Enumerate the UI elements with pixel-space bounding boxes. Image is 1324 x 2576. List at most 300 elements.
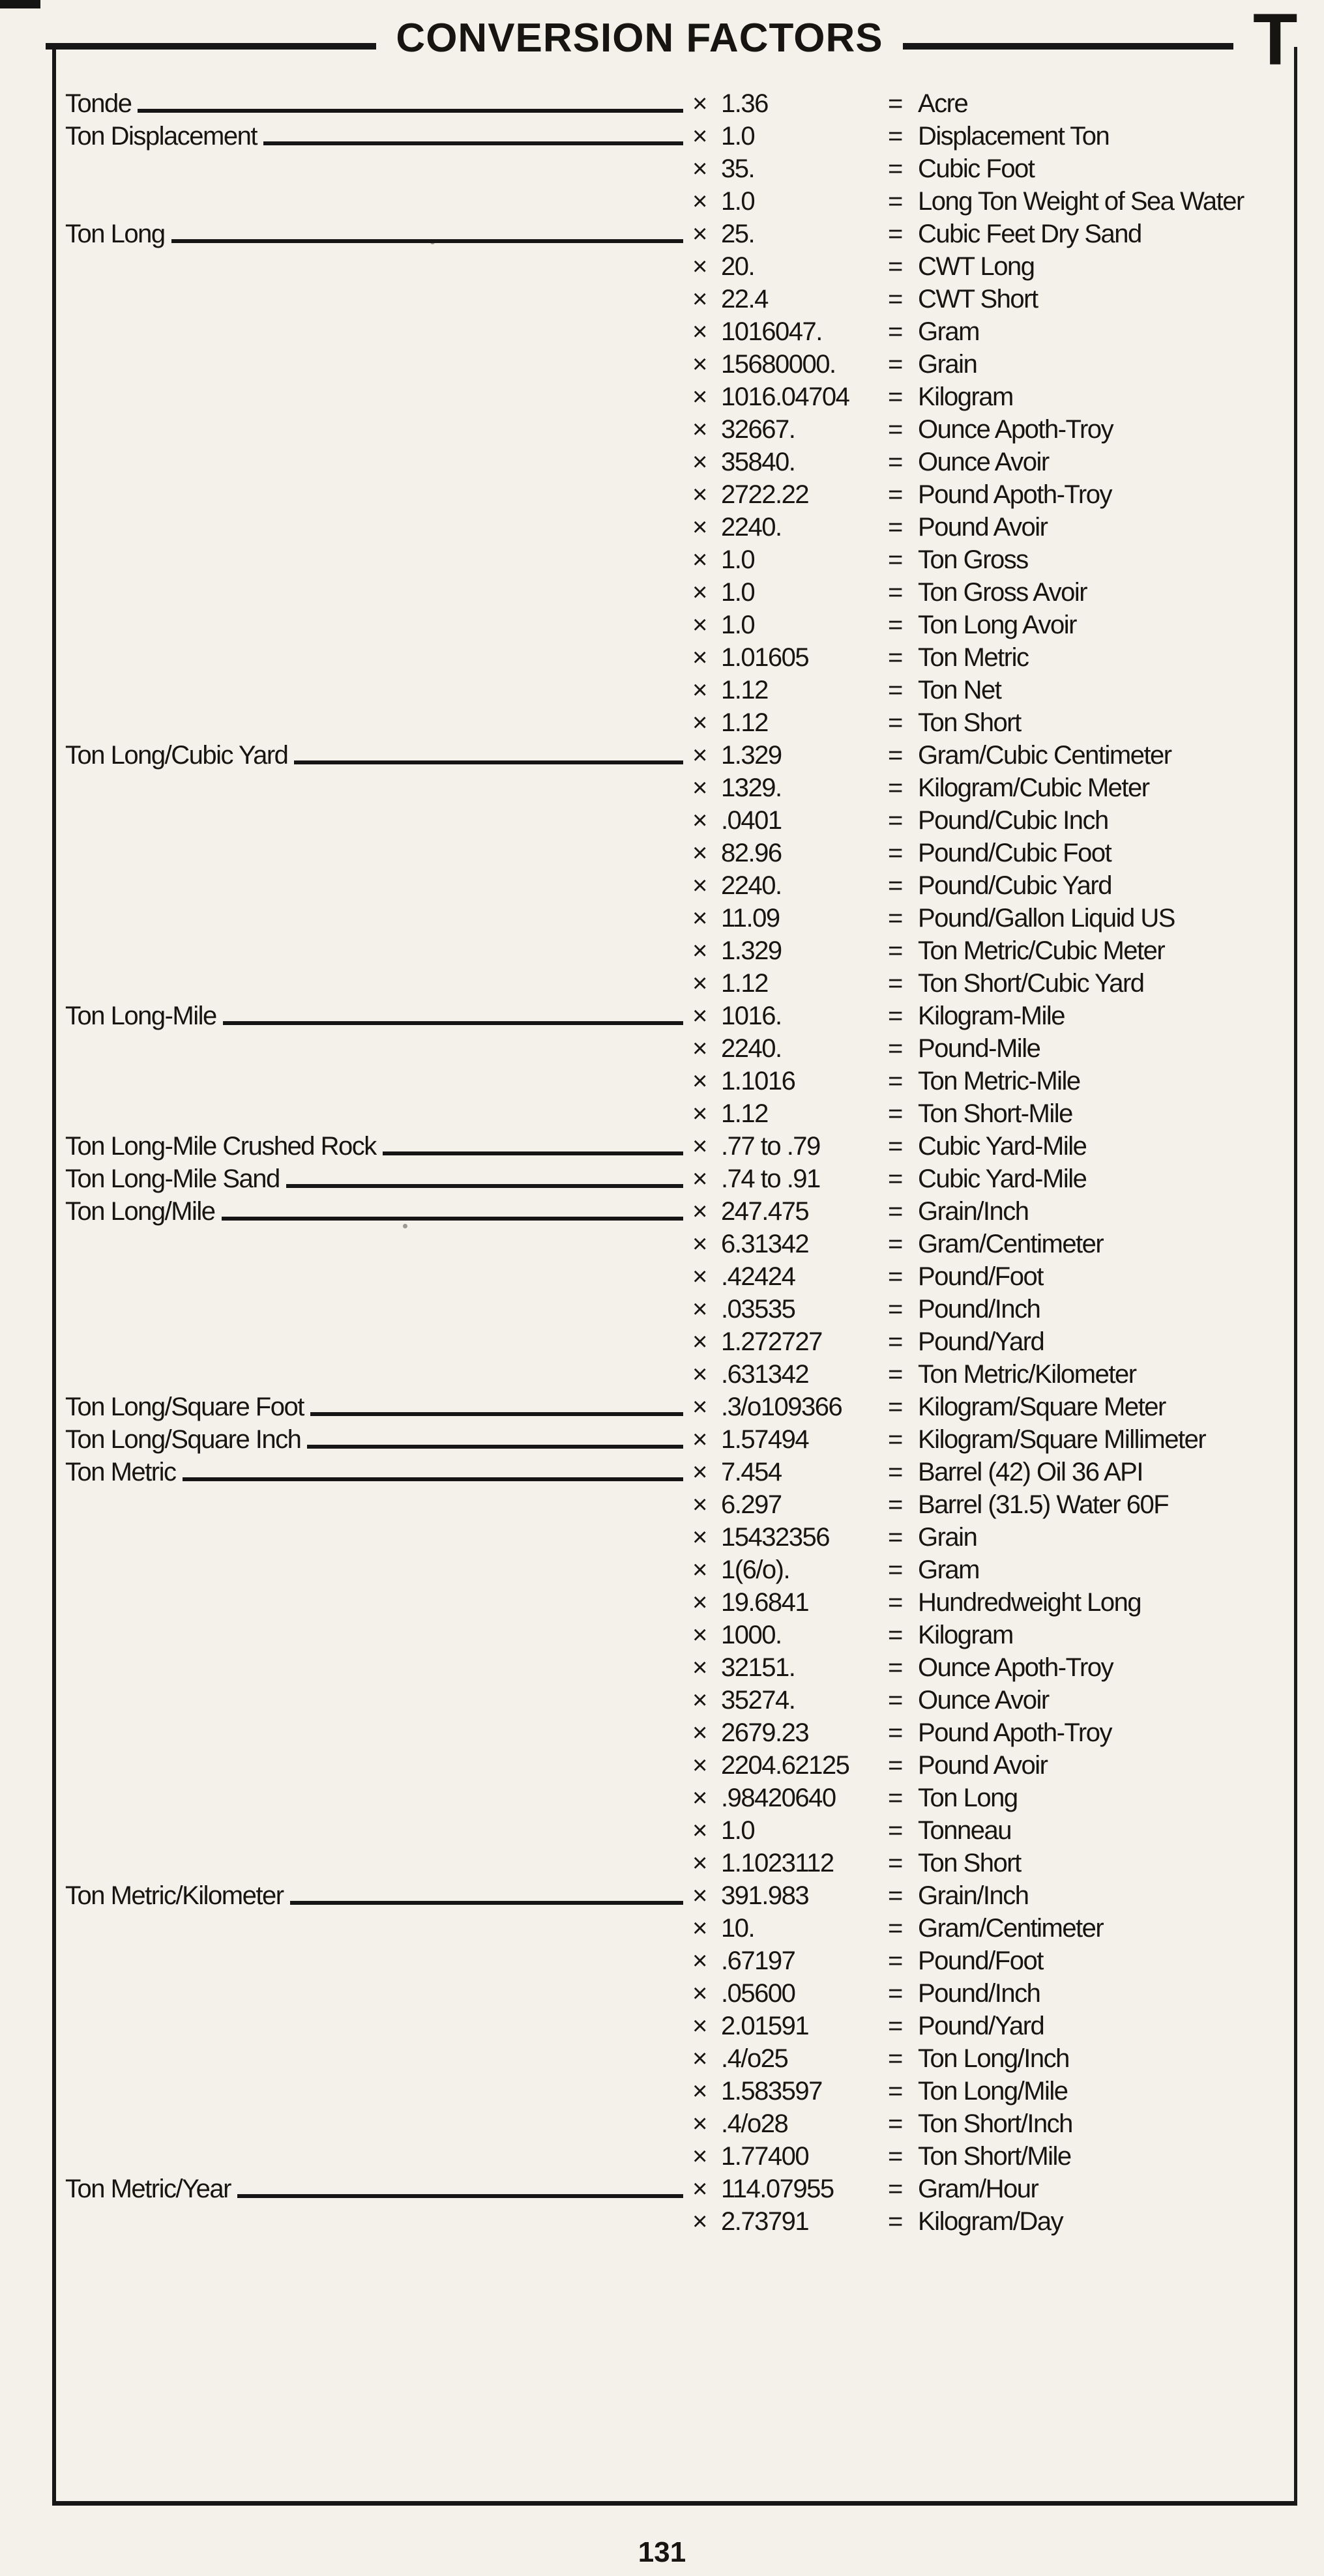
conversion-row <box>65 511 1294 543</box>
result-cell <box>888 384 1294 413</box>
multiply-symbol: × <box>692 2142 707 2171</box>
factor-cell <box>692 742 888 772</box>
conversion-row <box>65 1293 1294 1325</box>
factor-cell <box>692 807 888 837</box>
factor-value: 2679.23 <box>721 1718 809 1747</box>
equals-symbol: = <box>888 1295 902 1324</box>
conversion-row <box>65 1912 1294 1945</box>
conversion-row <box>65 1130 1294 1163</box>
result-cell <box>888 1850 1294 1879</box>
factor-value: 1(6/o). <box>721 1556 790 1584</box>
factor-value: 1.12 <box>721 676 768 704</box>
equals-symbol: = <box>888 839 902 867</box>
result-cell <box>888 482 1294 511</box>
conversion-row <box>65 1619 1294 1651</box>
equals-symbol: = <box>888 1849 902 1877</box>
conversion-row <box>65 446 1294 478</box>
conversion-row <box>65 1358 1294 1391</box>
equals-symbol: = <box>888 774 902 802</box>
factor-cell <box>692 514 888 543</box>
multiply-symbol: × <box>692 448 707 476</box>
equals-symbol: = <box>888 708 902 737</box>
result-unit: CWT Long <box>918 252 1035 281</box>
factor-cell <box>692 1557 888 1586</box>
equals-symbol: = <box>888 1523 902 1552</box>
result-cell <box>888 547 1294 576</box>
factor-value: 1016047. <box>721 317 822 346</box>
conversion-row <box>65 1163 1294 1195</box>
result-cell <box>888 351 1294 381</box>
multiply-symbol: × <box>692 643 707 672</box>
result-cell <box>888 1394 1294 1423</box>
result-cell <box>888 123 1294 152</box>
result-cell <box>888 1198 1294 1228</box>
unit-label-area <box>65 1003 692 1032</box>
unit-label: Ton Metric <box>65 1459 176 1486</box>
factor-value: 1.0 <box>721 545 755 574</box>
multiply-symbol: × <box>692 2109 707 2138</box>
multiply-symbol: × <box>692 1914 707 1943</box>
factor-cell <box>692 775 888 804</box>
factor-cell <box>692 873 888 902</box>
factor-value: 1016. <box>721 1002 782 1030</box>
result-cell <box>888 1459 1294 1488</box>
factor-value: 1.12 <box>721 708 768 737</box>
result-cell <box>888 2046 1294 2075</box>
factor-cell <box>692 1524 888 1554</box>
result-unit: Gram <box>918 1556 979 1584</box>
unit-label-area <box>65 123 692 152</box>
factor-cell <box>692 1915 888 1945</box>
equals-symbol: = <box>888 415 902 444</box>
unit-label: Ton Long-Mile <box>65 1003 216 1030</box>
factor-cell <box>692 1101 888 1130</box>
factor-value: 1.1023112 <box>721 1849 834 1877</box>
result-unit: Barrel (31.5) Water 60F <box>918 1490 1169 1519</box>
factor-cell <box>692 1329 888 1358</box>
result-cell <box>888 1589 1294 1619</box>
factor-cell <box>692 840 888 869</box>
factor-cell <box>692 2013 888 2042</box>
result-unit: Ton Short/Inch <box>918 2109 1072 2138</box>
multiply-symbol: × <box>692 1751 707 1780</box>
factor-cell <box>692 1264 888 1293</box>
result-cell <box>888 1622 1294 1651</box>
conversion-row <box>65 185 1294 218</box>
factor-value: 19.6841 <box>721 1588 809 1617</box>
factor-value: .77 to .79 <box>721 1132 820 1161</box>
leader-line <box>310 1412 683 1416</box>
unit-label: Ton Long/Square Inch <box>65 1426 301 1454</box>
multiply-symbol: × <box>692 2077 707 2106</box>
section-tab-letter: T <box>1253 0 1297 80</box>
factor-value: .03535 <box>721 1295 795 1324</box>
multiply-symbol: × <box>692 936 707 965</box>
factor-value: .0401 <box>721 806 782 835</box>
factor-value: .4/o25 <box>721 2044 788 2073</box>
conversion-row <box>65 1488 1294 1521</box>
equals-symbol: = <box>888 1197 902 1226</box>
multiply-symbol: × <box>692 1523 707 1552</box>
conversion-row <box>65 1456 1294 1488</box>
conversion-row <box>65 1847 1294 1879</box>
result-cell <box>888 1035 1294 1065</box>
multiply-symbol: × <box>692 1588 707 1617</box>
multiply-symbol: × <box>692 871 707 900</box>
multiply-symbol: × <box>692 1360 707 1389</box>
multiply-symbol: × <box>692 1784 707 1812</box>
result-unit: Ton Metric/Kilometer <box>918 1360 1136 1389</box>
result-unit: Grain/Inch <box>918 1881 1029 1910</box>
result-cell <box>888 188 1294 218</box>
factor-value: 1.12 <box>721 1099 768 1128</box>
result-unit: Cubic Feet Dry Sand <box>918 220 1141 248</box>
conversion-row <box>65 1195 1294 1228</box>
factor-value: 1.272727 <box>721 1327 822 1356</box>
result-cell <box>888 612 1294 641</box>
equals-symbol: = <box>888 383 902 411</box>
multiply-symbol: × <box>692 1686 707 1715</box>
factor-cell <box>692 1850 888 1879</box>
equals-symbol: = <box>888 1946 902 1975</box>
result-cell <box>888 1817 1294 1847</box>
conversion-row <box>65 1260 1294 1293</box>
conversion-row <box>65 739 1294 772</box>
multiply-symbol: × <box>692 154 707 183</box>
factor-value: 20. <box>721 252 755 281</box>
equals-symbol: = <box>888 806 902 835</box>
multiply-symbol: × <box>692 1490 707 1519</box>
conversion-table-frame <box>52 47 1297 2506</box>
factor-cell <box>692 1817 888 1847</box>
equals-symbol: = <box>888 936 902 965</box>
multiply-symbol: × <box>692 904 707 933</box>
equals-symbol: = <box>888 1816 902 1845</box>
equals-symbol: = <box>888 252 902 281</box>
factor-cell <box>692 1785 888 1814</box>
equals-symbol: = <box>888 1458 902 1486</box>
result-unit: Ton Long/Mile <box>918 2077 1068 2106</box>
result-cell <box>888 156 1294 185</box>
factor-cell <box>692 1492 888 1521</box>
factor-value: 1.0 <box>721 611 755 639</box>
conversion-row <box>65 2010 1294 2042</box>
conversion-row <box>65 1097 1294 1130</box>
result-unit: Cubic Foot <box>918 154 1035 183</box>
multiply-symbol: × <box>692 1849 707 1877</box>
factor-cell <box>692 1198 888 1228</box>
factor-value: 1329. <box>721 774 782 802</box>
result-unit: Pound Avoir <box>918 513 1048 542</box>
factor-cell <box>692 905 888 934</box>
conversion-row <box>65 1749 1294 1782</box>
result-cell <box>888 1068 1294 1097</box>
factor-value: 114.07955 <box>721 2175 834 2203</box>
equals-symbol: = <box>888 154 902 183</box>
factor-cell <box>692 482 888 511</box>
result-unit: Cubic Yard-Mile <box>918 1132 1087 1161</box>
factor-value: 1.77400 <box>721 2142 809 2171</box>
multiply-symbol: × <box>692 1556 707 1584</box>
multiply-symbol: × <box>692 480 707 509</box>
factor-value: .74 to .91 <box>721 1165 820 1193</box>
result-unit: Gram/Centimeter <box>918 1230 1104 1258</box>
multiply-symbol: × <box>692 839 707 867</box>
conversion-table <box>56 47 1294 2238</box>
conversion-row <box>65 902 1294 934</box>
multiply-symbol: × <box>692 1718 707 1747</box>
unit-label: Ton Metric/Kilometer <box>65 1883 284 1910</box>
factor-value: 25. <box>721 220 755 248</box>
factor-cell <box>692 1035 888 1065</box>
multiply-symbol: × <box>692 415 707 444</box>
factor-cell <box>692 1687 888 1716</box>
unit-label-area <box>65 91 692 120</box>
result-cell <box>888 2111 1294 2140</box>
conversion-row <box>65 2107 1294 2140</box>
equals-symbol: = <box>888 1588 902 1617</box>
leader-line <box>286 1184 683 1188</box>
equals-symbol: = <box>888 1165 902 1193</box>
multiply-symbol: × <box>692 220 707 248</box>
result-unit: Pound/Foot <box>918 1946 1043 1975</box>
conversion-row <box>65 674 1294 706</box>
result-unit: Pound/Inch <box>918 1295 1040 1324</box>
equals-symbol: = <box>888 350 902 379</box>
conversion-row <box>65 543 1294 576</box>
factor-cell <box>692 1980 888 2010</box>
conversion-row <box>65 87 1294 120</box>
multiply-symbol: × <box>692 969 707 998</box>
factor-value: 2722.22 <box>721 480 809 509</box>
factor-value: 1.1016 <box>721 1067 795 1095</box>
result-cell <box>888 2208 1294 2238</box>
conversion-row <box>65 1945 1294 1977</box>
result-unit: Hundredweight Long <box>918 1588 1141 1617</box>
factor-value: 1.583597 <box>721 2077 822 2106</box>
unit-label-area <box>65 221 692 250</box>
unit-label: Ton Displacement <box>65 123 257 151</box>
result-cell <box>888 1329 1294 1358</box>
result-unit: Pound/Gallon Liquid US <box>918 904 1175 933</box>
equals-symbol: = <box>888 122 902 151</box>
conversion-row <box>65 576 1294 609</box>
conversion-row <box>65 250 1294 283</box>
leader-line <box>290 1901 683 1905</box>
factor-cell <box>692 710 888 739</box>
multiply-symbol: × <box>692 545 707 574</box>
factor-value: 391.983 <box>721 1881 809 1910</box>
result-cell <box>888 221 1294 250</box>
equals-symbol: = <box>888 969 902 998</box>
factor-cell <box>692 1361 888 1391</box>
result-unit: Pound Avoir <box>918 1751 1048 1780</box>
result-unit: Ton Net <box>918 676 1001 704</box>
equals-symbol: = <box>888 187 902 216</box>
multiply-symbol: × <box>692 1230 707 1258</box>
result-unit: Ton Long <box>918 1784 1018 1812</box>
equals-symbol: = <box>888 545 902 574</box>
conversion-row <box>65 218 1294 250</box>
factor-value: 11.09 <box>721 904 780 933</box>
result-unit: Ton Gross <box>918 545 1028 574</box>
result-cell <box>888 644 1294 674</box>
multiply-symbol: × <box>692 122 707 151</box>
result-unit: Pound/Cubic Foot <box>918 839 1111 867</box>
conversion-row <box>65 315 1294 348</box>
result-unit: Ton Metric/Cubic Meter <box>918 936 1165 965</box>
factor-value: .4/o28 <box>721 2109 788 2138</box>
result-unit: CWT Short <box>918 285 1038 313</box>
factor-value: 6.297 <box>721 1490 782 1519</box>
factor-cell <box>692 612 888 641</box>
leader-line <box>171 239 683 243</box>
result-cell <box>888 775 1294 804</box>
result-cell <box>888 1426 1294 1456</box>
factor-cell <box>692 1296 888 1325</box>
multiply-symbol: × <box>692 252 707 281</box>
result-unit: Ton Short/Cubic Yard <box>918 969 1144 998</box>
result-unit: Gram <box>918 317 979 346</box>
conversion-row <box>65 1000 1294 1032</box>
factor-cell <box>692 1231 888 1260</box>
factor-value: 2240. <box>721 871 782 900</box>
factor-cell <box>692 1426 888 1456</box>
factor-value: 1.12 <box>721 969 768 998</box>
conversion-row <box>65 478 1294 511</box>
factor-value: 15680000. <box>721 350 836 379</box>
factor-cell <box>692 1752 888 1782</box>
result-cell <box>888 1980 1294 2010</box>
result-unit: Pound/Cubic Inch <box>918 806 1108 835</box>
equals-symbol: = <box>888 1132 902 1161</box>
equals-symbol: = <box>888 2012 902 2040</box>
factor-cell <box>692 1589 888 1619</box>
unit-label-area <box>65 1198 692 1228</box>
factor-value: 32151. <box>721 1653 795 1682</box>
equals-symbol: = <box>888 676 902 704</box>
multiply-symbol: × <box>692 1425 707 1454</box>
conversion-row <box>65 706 1294 739</box>
multiply-symbol: × <box>692 1197 707 1226</box>
result-unit: Grain <box>918 1523 977 1552</box>
multiply-symbol: × <box>692 676 707 704</box>
factor-value: .631342 <box>721 1360 809 1389</box>
multiply-symbol: × <box>692 806 707 835</box>
multiply-symbol: × <box>692 89 707 118</box>
factor-value: .3/o109366 <box>721 1393 842 1421</box>
multiply-symbol: × <box>692 611 707 639</box>
unit-label: Tonde <box>65 91 132 118</box>
multiply-symbol: × <box>692 2044 707 2073</box>
result-unit: Ton Short-Mile <box>918 1099 1072 1128</box>
conversion-row <box>65 1554 1294 1586</box>
equals-symbol: = <box>888 1653 902 1682</box>
multiply-symbol: × <box>692 1327 707 1356</box>
result-unit: Kilogram <box>918 383 1013 411</box>
result-cell <box>888 253 1294 283</box>
result-unit: Pound-Mile <box>918 1034 1040 1063</box>
factor-cell <box>692 1133 888 1163</box>
conversion-row <box>65 1684 1294 1716</box>
result-cell <box>888 91 1294 120</box>
conversion-row <box>65 1032 1294 1065</box>
equals-symbol: = <box>888 1034 902 1063</box>
equals-symbol: = <box>888 1490 902 1519</box>
result-unit: Ounce Avoir <box>918 448 1049 476</box>
equals-symbol: = <box>888 1230 902 1258</box>
result-unit: Ton Long Avoir <box>918 611 1076 639</box>
result-cell <box>888 840 1294 869</box>
conversion-row <box>65 2205 1294 2238</box>
result-cell <box>888 1264 1294 1293</box>
equals-symbol: = <box>888 1621 902 1649</box>
result-unit: Pound/Inch <box>918 1979 1040 2008</box>
conversion-row <box>65 2042 1294 2075</box>
factor-value: 22.4 <box>721 285 768 313</box>
multiply-symbol: × <box>692 741 707 770</box>
result-unit: Cubic Yard-Mile <box>918 1165 1087 1193</box>
conversion-row <box>65 1977 1294 2010</box>
result-unit: Kilogram/Square Millimeter <box>918 1425 1206 1454</box>
result-unit: Ton Short <box>918 708 1021 737</box>
equals-symbol: = <box>888 2077 902 2106</box>
result-unit: Ton Gross Avoir <box>918 578 1087 607</box>
factor-value: 1.329 <box>721 936 782 965</box>
equals-symbol: = <box>888 578 902 607</box>
equals-symbol: = <box>888 1393 902 1421</box>
factor-cell <box>692 1655 888 1684</box>
factor-value: .67197 <box>721 1946 795 1975</box>
page-number: 131 <box>638 2536 686 2568</box>
multiply-symbol: × <box>692 1458 707 1486</box>
conversion-row <box>65 1586 1294 1619</box>
result-cell <box>888 1785 1294 1814</box>
multiply-symbol: × <box>692 1653 707 1682</box>
result-unit: Pound/Yard <box>918 1327 1044 1356</box>
result-cell <box>888 416 1294 446</box>
result-cell <box>888 1557 1294 1586</box>
result-unit: Kilogram/Day <box>918 2207 1063 2236</box>
factor-cell <box>692 2143 888 2173</box>
factor-value: 32667. <box>721 415 795 444</box>
equals-symbol: = <box>888 1556 902 1584</box>
factor-cell <box>692 1068 888 1097</box>
unit-label: Ton Long/Mile <box>65 1198 215 1226</box>
result-unit: Ton Long/Inch <box>918 2044 1069 2073</box>
equals-symbol: = <box>888 2142 902 2171</box>
result-cell <box>888 2143 1294 2173</box>
equals-symbol: = <box>888 1067 902 1095</box>
unit-label-area <box>65 1394 692 1423</box>
result-unit: Grain <box>918 350 977 379</box>
factor-cell <box>692 1459 888 1488</box>
leader-line <box>237 2194 683 2198</box>
result-unit: Pound/Yard <box>918 2012 1044 2040</box>
result-cell <box>888 1883 1294 1912</box>
equals-symbol: = <box>888 741 902 770</box>
multiply-symbol: × <box>692 1165 707 1193</box>
factor-cell <box>692 2046 888 2075</box>
conversion-row <box>65 2173 1294 2205</box>
result-unit: Acre <box>918 89 968 118</box>
factor-cell <box>692 253 888 283</box>
equals-symbol: = <box>888 448 902 476</box>
leader-line <box>223 1021 683 1025</box>
factor-cell <box>692 91 888 120</box>
result-unit: Pound Apoth-Troy <box>918 1718 1111 1747</box>
factor-cell <box>692 547 888 576</box>
